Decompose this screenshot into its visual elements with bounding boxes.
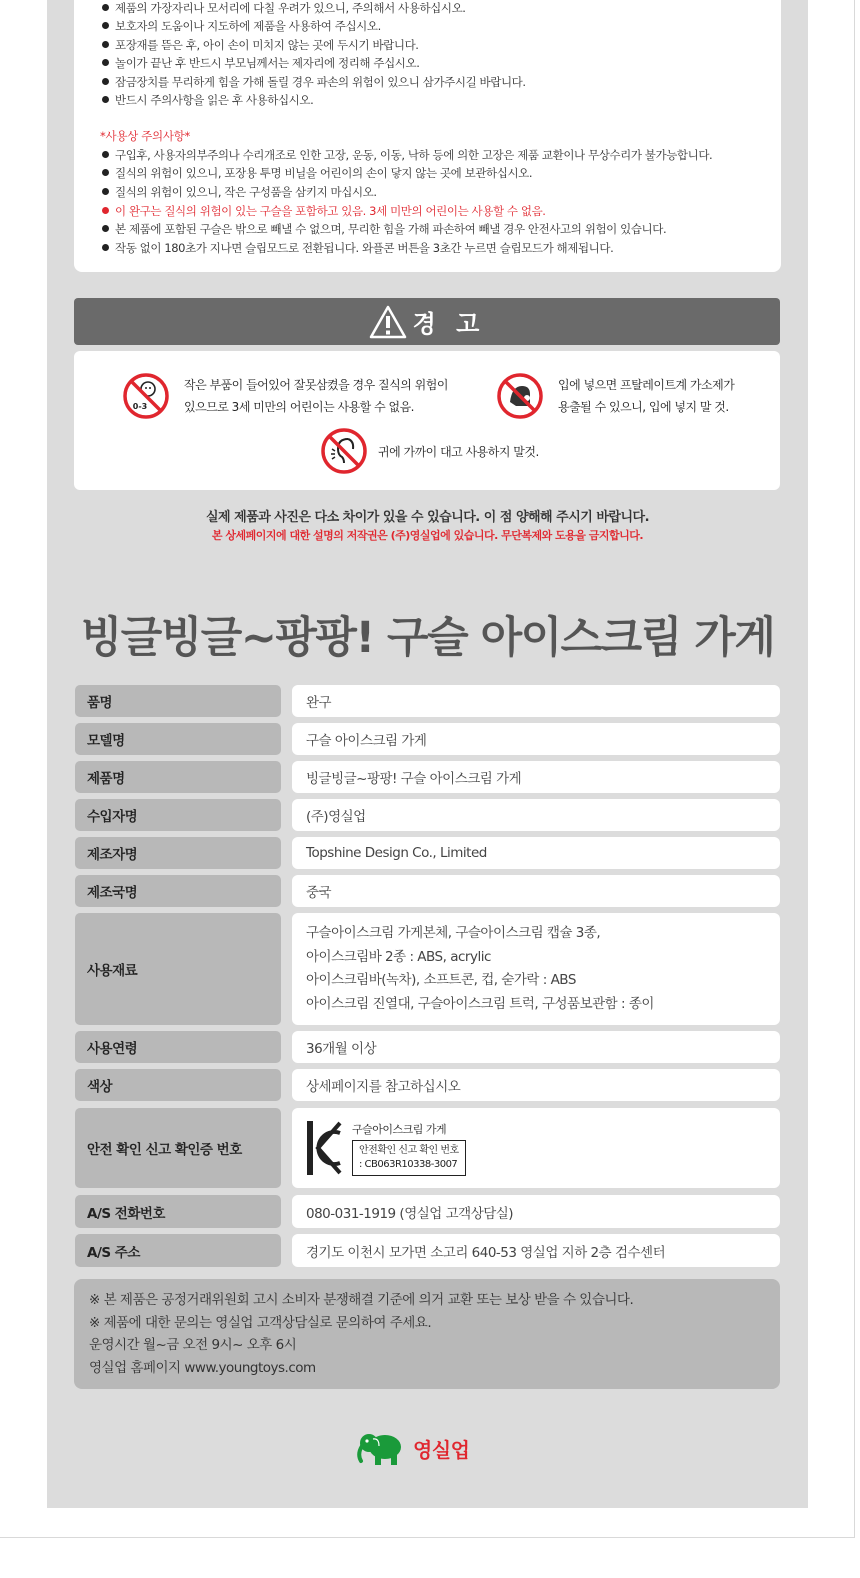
warning-header [74, 298, 780, 345]
spec-value-maker: Topshine Design Co., Limited [292, 837, 780, 869]
spec-value-as-phone: 080-031-1919 (영실업 고객상담실) [292, 1195, 780, 1228]
spec-value-importer: (주)영실업 [292, 799, 780, 831]
caution-item: 반드시 주의사항을 읽은 후 사용하십시오. [102, 92, 313, 108]
warning-title: 경 고 [412, 310, 486, 338]
safety-cert-box: 안전확인 신고 확인 번호 : CB063R10338-3007 [352, 1140, 466, 1176]
spec-value-color: 상세페이지를 참고하십시오 [292, 1069, 780, 1101]
elephant-logo-icon [355, 1430, 407, 1466]
caution-item: 보호자의 도움이나 지도하에 제품을 사용하여 주십시오. [102, 18, 381, 34]
usage-caution-title: *사용상 주의사항* [100, 129, 190, 143]
photo-difference-note: 실제 제품과 사진은 다소 차이가 있을 수 있습니다. 이 점 양해해 주시기 바랍니다. [205, 510, 650, 525]
caution-item: 잠금장치를 무리하게 힘을 가해 돌릴 경우 파손의 위험이 있으니 삼가주시길 바랍니다. [102, 74, 526, 90]
spec-label-item: 품명 [75, 685, 281, 717]
material-line: 구슬아이스크림 가게본체, 구슬아이스크림 캡슐 3종, [306, 925, 601, 941]
spec-label-model: 모델명 [75, 723, 281, 755]
spec-label-materials: 사용재료 [75, 913, 281, 1025]
notice-line: 운영시간 월~금 오전 9시~ 오후 6시 [89, 1337, 297, 1353]
no-ear-icon [320, 427, 368, 475]
spec-value-product: 빙글빙글~팡팡! 구슬 아이스크림 가게 [292, 761, 780, 793]
warning-card [74, 351, 780, 490]
spec-label-maker: 제조자명 [75, 837, 281, 869]
spec-value-item: 완구 [292, 685, 780, 717]
no-mouth-icon [496, 372, 544, 420]
caution-item: 제품의 가장자리나 모서리에 다칠 우려가 있으니, 주의해서 사용하십시오. [102, 0, 466, 16]
warning-text-small-parts: 작은 부품이 들어있어 잘못삼켰을 경우 질식의 위험이 있으므로 3세 미만의 어린이는 사용할 수 없음. [184, 378, 448, 414]
notice-line: ※ 제품에 대한 문의는 영실업 고객상담실로 문의하여 주세요. [89, 1314, 432, 1331]
spec-label-as-address: A/S 주소 [75, 1234, 281, 1267]
spec-value-age: 36개월 이상 [292, 1031, 780, 1063]
spec-value-materials [292, 913, 780, 1025]
usage-caution-item-highlight: 이 완구는 질식의 위험이 있는 구슬을 포함하고 있음. 3세 미만의 어린이는 사용할 수 없음. [102, 203, 546, 219]
usage-caution-item: 구입후, 사용자의부주의나 수리개조로 인한 고장, 운동, 이동, 낙하 등에 의한 고장은 제품 교환이나 무상수리가 불가능합니다. [102, 147, 712, 163]
product-title: 빙글빙글~팡팡! 구슬 아이스크림 가게 [80, 613, 775, 663]
copyright-note: 본 상세페이지에 대한 설명의 저작권은 (주)영실업에 있습니다. 무단복제와 도용을 금지합니다. [211, 529, 644, 542]
spec-label-safety: 안전 확인 신고 확인증 번호 [75, 1108, 281, 1188]
footer-brand: 영실업 [413, 1437, 470, 1462]
material-line: 아이스크림바 2종 : ABS, acrylic [306, 948, 491, 965]
spec-label-country: 제조국명 [75, 875, 281, 907]
spec-value-country: 중국 [292, 875, 780, 907]
spec-label-age: 사용연령 [75, 1031, 281, 1063]
age-icon-label: 0-3 [132, 402, 148, 411]
usage-caution-item: 작동 없이 180초가 지나면 슬립모드로 전환됩니다. 와플콘 버튼을 3초간 누르면 슬립모드가 해제됩니다. [102, 240, 613, 256]
notice-line: 영실업 홈페이지 www.youngtoys.com [89, 1359, 316, 1376]
no-small-parts-icon [122, 372, 170, 420]
spec-value-safety [292, 1108, 780, 1188]
spec-label-as-phone: A/S 전화번호 [75, 1195, 281, 1228]
notice-line: ※ 본 제품은 공정거래위원회 고시 소비자 분쟁해결 기준에 의거 교환 또는 보상 받을 수 있습니다. [89, 1292, 634, 1308]
material-line: 아이스크림바(녹차), 소프트콘, 컵, 숟가락 : ABS [306, 972, 576, 988]
footer-logo [355, 1430, 469, 1466]
spec-label-color: 색상 [75, 1069, 281, 1101]
spec-value-model: 구슬 아이스크림 가게 [292, 723, 780, 755]
material-line: 아이스크림 진열대, 구슬아이스크림 트럭, 구성품보관함 : 종이 [306, 995, 654, 1012]
warning-text-mouth: 입에 넣으면 프탈레이트계 가소제가 용출될 수 있으니, 입에 넣지 말 것. [558, 378, 735, 414]
safety-product-name: 구슬아이스크림 가게 [352, 1122, 447, 1136]
caution-item: 놀이가 끝난 후 반드시 부모님께서는 제자리에 정리해 주십시오. [102, 55, 419, 71]
kc-mark-icon [306, 1119, 344, 1177]
usage-caution-item: 질식의 위험이 있으니, 포장용 투명 비닐을 어린이의 손이 닿지 않는 곳에 보관하십시오. [102, 165, 532, 181]
warning-text-ear: 귀에 가까이 대고 사용하지 말것. [378, 445, 539, 459]
caution-item: 포장재를 뜯은 후, 아이 손이 미치지 않는 곳에 두시기 바랍니다. [102, 37, 419, 53]
consumer-notice [74, 1279, 780, 1389]
spec-label-importer: 수입자명 [75, 799, 281, 831]
spec-label-product: 제품명 [75, 761, 281, 793]
usage-caution-item: 본 제품에 포함된 구슬은 밖으로 빼낼 수 없으며, 무리한 힘을 가해 파손하여 빼낼 경우 안전사고의 위험이 있습니다. [102, 221, 666, 237]
usage-caution-item: 질식의 위험이 있으니, 작은 구성품을 삼키지 마십시오. [102, 184, 377, 200]
warning-triangle-icon [369, 305, 407, 339]
spec-value-as-address: 경기도 이천시 모가면 소고리 640-53 영실업 지하 2층 검수센터 [292, 1234, 780, 1267]
